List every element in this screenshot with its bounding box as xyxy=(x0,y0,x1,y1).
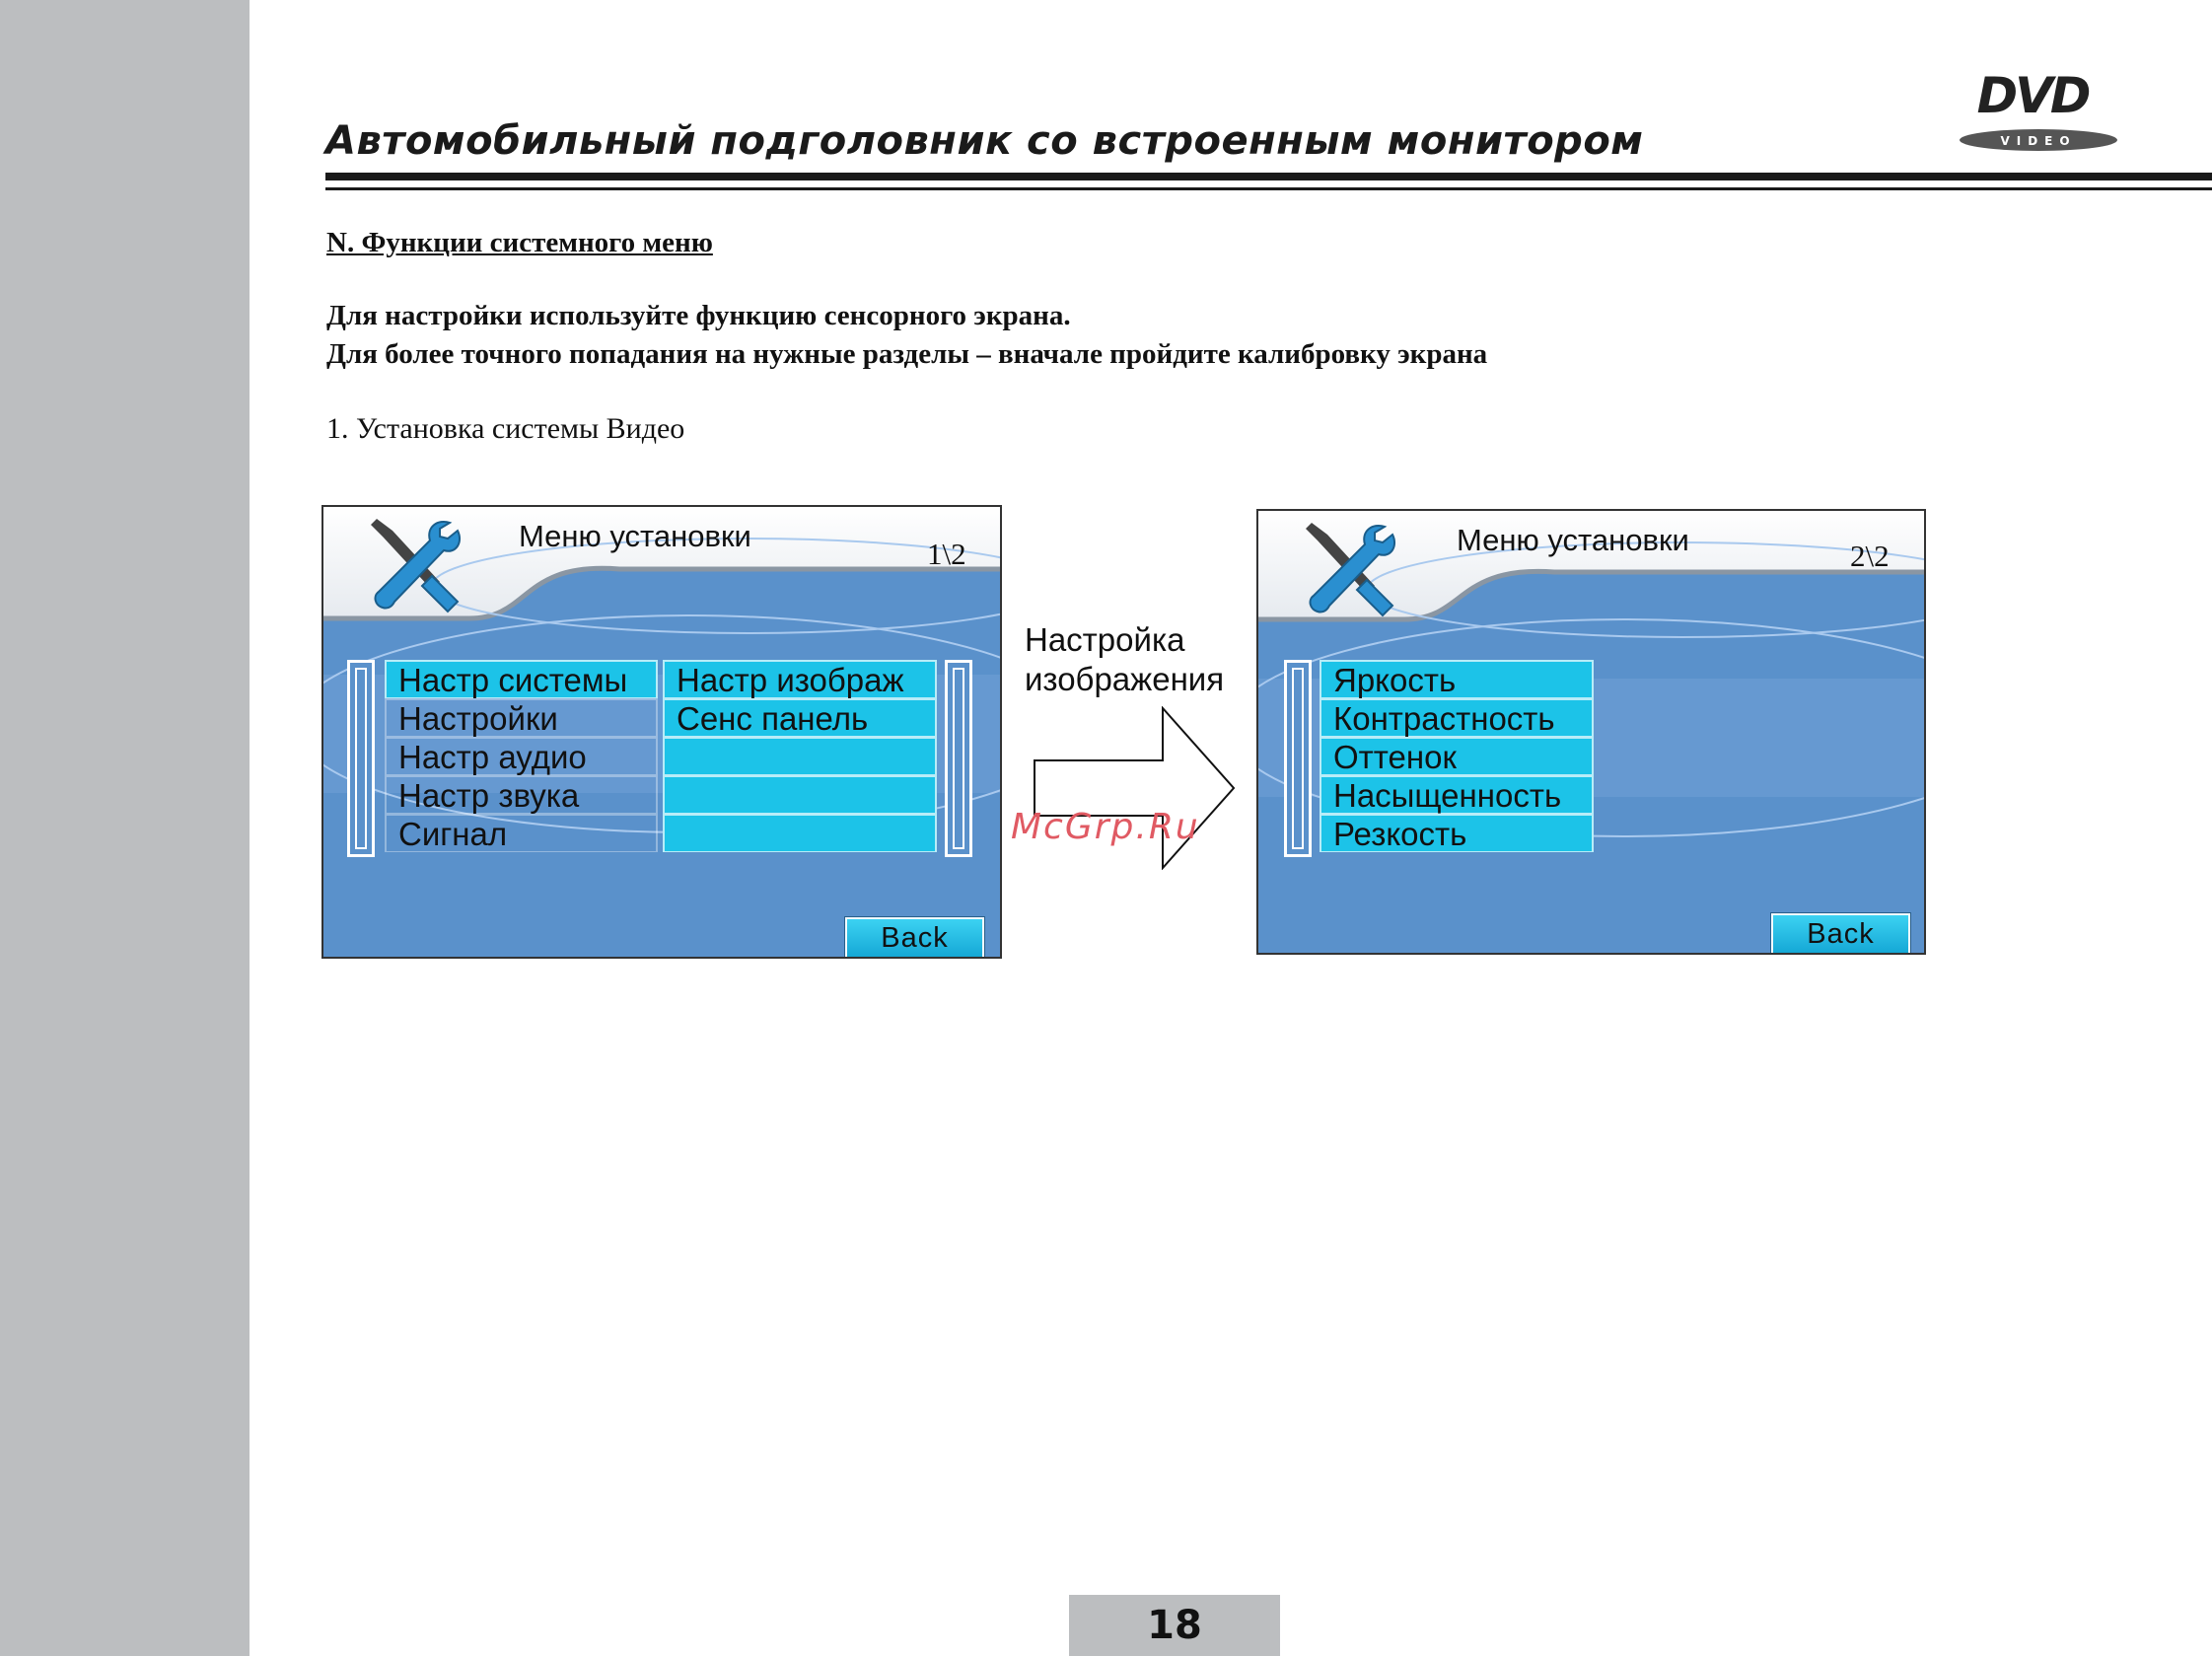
scrollbar-left[interactable] xyxy=(1284,660,1312,857)
header-rule-thin xyxy=(325,187,2212,190)
dvd-logo-main: DVD xyxy=(1976,71,2089,124)
menu-item-saturation[interactable]: Насыщенность xyxy=(1320,775,1594,814)
menu-item-sound[interactable]: Настр звука xyxy=(385,775,658,814)
arrow-caption xyxy=(1025,620,1224,699)
menu-item-image[interactable]: Настр изображ xyxy=(663,660,937,698)
menu-column-left xyxy=(385,660,658,852)
section-title: N. Функции системного меню xyxy=(326,227,713,258)
arrow-caption-line-2: изображения xyxy=(1025,661,1225,697)
watermark: McGrp.Ru xyxy=(1011,807,1200,847)
intro-line-1: Для настройки используйте функцию сенсорного экрана. xyxy=(326,300,1071,331)
screen-title: Меню установки xyxy=(1457,523,1689,557)
menu-item-settings[interactable]: Настройки xyxy=(385,698,658,737)
menu-item-brightness[interactable]: Яркость xyxy=(1320,660,1594,698)
menu-item-empty xyxy=(663,814,937,852)
image-settings-list xyxy=(1320,660,1594,852)
menu-item-sharpness[interactable]: Резкость xyxy=(1320,814,1594,852)
page-header-title: Автомобильный подголовник со встроенным монитором xyxy=(325,118,1644,164)
menu-item-hue[interactable]: Оттенок xyxy=(1320,737,1594,775)
menu-item-contrast[interactable]: Контрастность xyxy=(1320,698,1594,737)
back-button[interactable]: Back xyxy=(845,917,984,959)
arrow-caption-line-1: Настройка xyxy=(1025,621,1185,658)
scrollbar-right[interactable] xyxy=(945,660,972,857)
tools-icon xyxy=(1298,521,1396,619)
back-button[interactable]: Back xyxy=(1771,913,1910,955)
screen-title: Меню установки xyxy=(519,519,751,553)
intro-line-2: Для более точного попадания на нужные разделы – вначале пройдите калибровку экрана xyxy=(326,338,1488,370)
menu-item-touch-panel[interactable]: Сенс панель xyxy=(663,698,937,737)
dvd-video-logo xyxy=(1948,71,2125,158)
menu-item-audio[interactable]: Настр аудио xyxy=(385,737,658,775)
scrollbar-left[interactable] xyxy=(347,660,375,857)
menu-item-signal[interactable]: Сигнал xyxy=(385,814,658,852)
page-number: 18 xyxy=(1069,1595,1280,1656)
menu-item-system[interactable]: Настр системы xyxy=(385,660,658,698)
dvd-logo-sub: VIDEO xyxy=(2000,134,2077,148)
setup-menu-screen-2 xyxy=(1256,509,1926,955)
setup-menu-screen-1 xyxy=(321,505,1002,959)
step-label: 1. Установка системы Видео xyxy=(326,412,685,445)
page-indicator: 2\2 xyxy=(1850,539,1890,573)
header-rule xyxy=(325,173,2212,180)
tools-icon xyxy=(363,517,462,615)
menu-item-empty xyxy=(663,775,937,814)
menu-item-empty xyxy=(663,737,937,775)
menu-column-right xyxy=(663,660,937,852)
side-band xyxy=(0,0,250,1656)
page-indicator: 1\2 xyxy=(927,537,966,571)
